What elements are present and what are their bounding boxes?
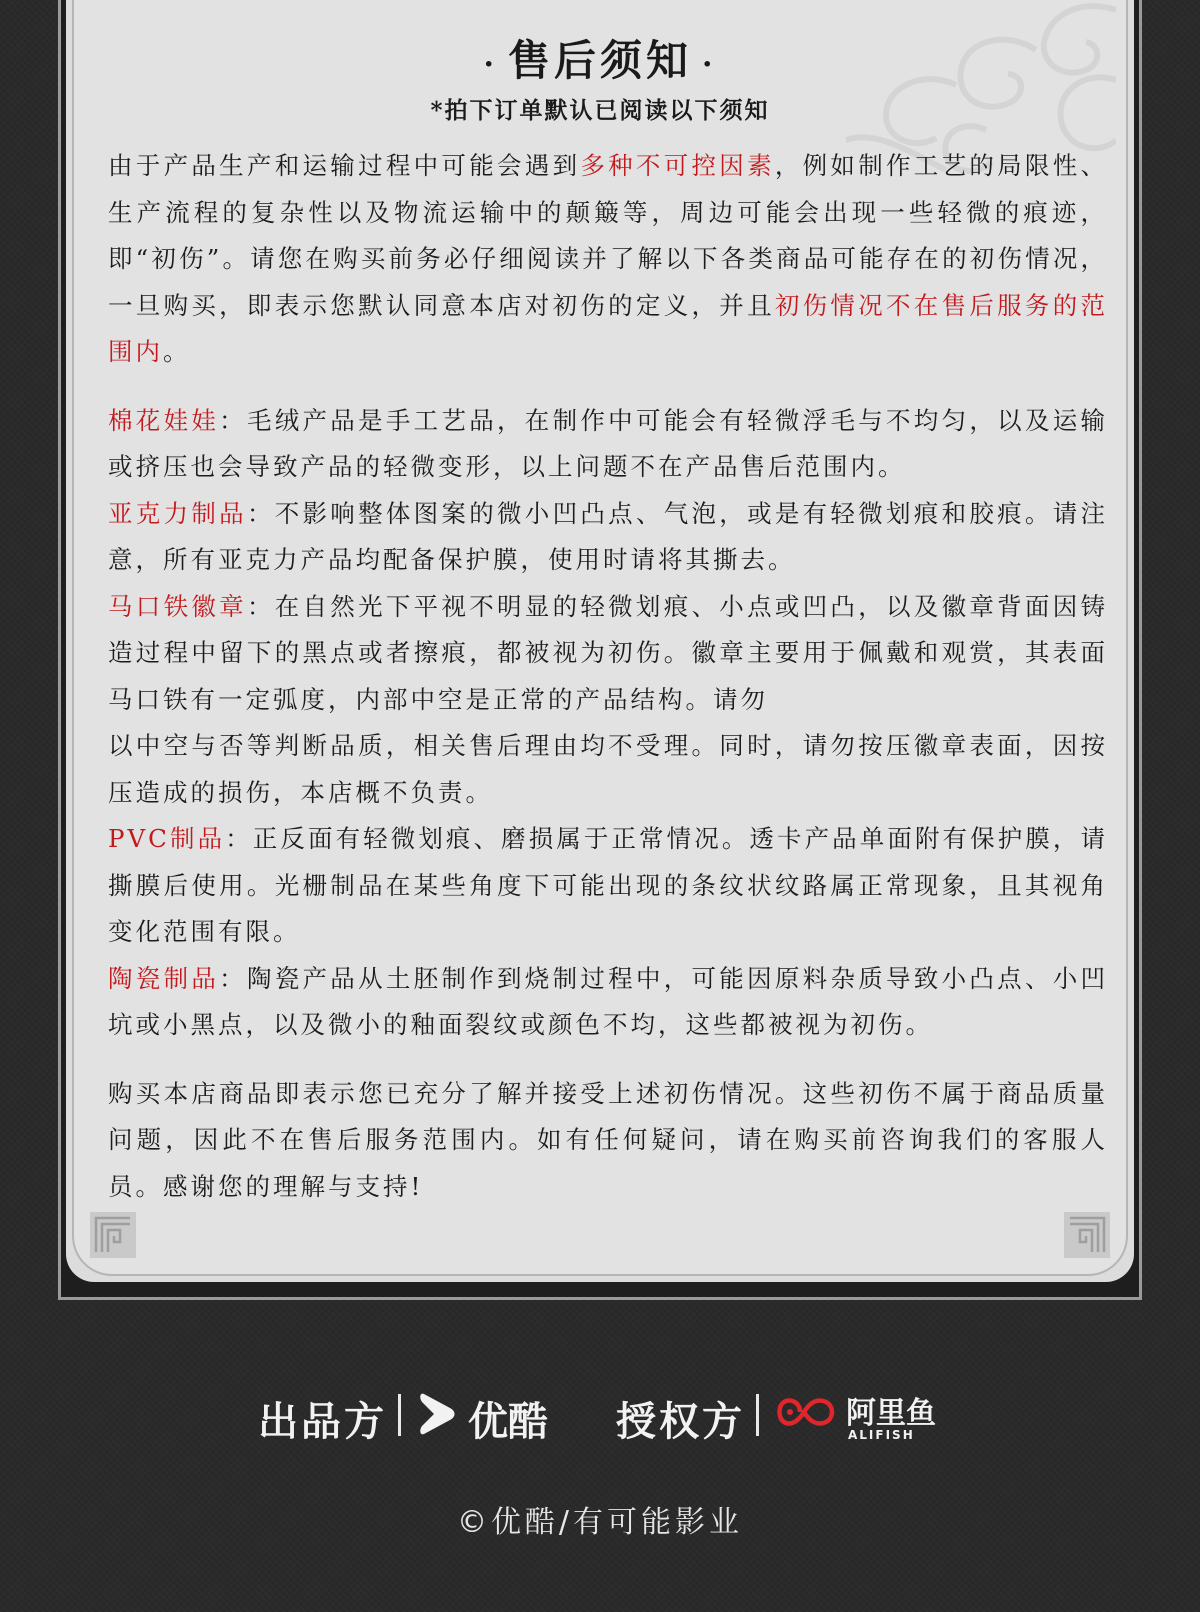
divider	[756, 1394, 759, 1436]
item-text: ：在自然光下平视不明显的轻微划痕、小点或凹凸，以及徽章背面因铸造过程中留下的黑点或者擦痕，都被视为初伤。徽章主要用于佩戴和观赏，其表面马口铁有一定弧度，内部中空是正常的产品结构。请勿	[108, 591, 1109, 714]
intro-text: 。	[163, 337, 191, 366]
item-label: PVC制品	[108, 824, 226, 853]
intro-text: ，例如制作工艺的局限性、生产流程的复杂性以及物流运输中的颠簸等，周边可能会出现一些轻微的痕迹，即“初伤”。请您在购买前务必仔细阅读并了解以下各类商品可能存在的初伤情况，一旦购买，即表示您默认同意本店对初伤的定义，并且	[108, 151, 1109, 320]
item-label: 棉花娃娃	[108, 405, 220, 435]
item-label: 亚克力制品	[108, 498, 247, 528]
closing-paragraph: 购买本店商品即表示您已充分了解并接受上述初伤情况。这些初伤不属于商品质量问题，因此不在售后服务范围内。如有任何疑问，请在购买前咨询我们的客服人员。感谢您的理解与支持!	[108, 1078, 1108, 1201]
item-acrylic	[108, 491, 1108, 584]
page-title	[0, 28, 1200, 88]
intro-paragraph	[108, 143, 1108, 376]
intro-text: 由于产品生产和运输过程中可能会遇到	[108, 151, 581, 180]
intro-highlight: 多种不可控因素	[580, 151, 775, 180]
page-subtitle: *拍下订单默认已阅读以下须知	[430, 97, 770, 124]
brand-row	[0, 1390, 1200, 1450]
alifish-logo-icon	[776, 1394, 836, 1430]
notice-body	[108, 143, 1108, 1210]
item-text: ：不影响整体图案的微小凹凸点、气泡，或是有轻微划痕和胶痕。请注意，所有亚克力产品均配备保护膜，使用时请将其撕去。	[108, 498, 1109, 574]
corner-ornament-icon	[1064, 1212, 1110, 1258]
producer-name: 优酷	[468, 1399, 548, 1445]
corner-ornament-icon	[90, 1212, 136, 1258]
licensor-name: 阿里鱼	[846, 1396, 936, 1431]
item-text: 以中空与否等判断品质，相关售后理由均不受理。同时，请勿按压徽章表面，因按压造成的损伤，本店概不负责。	[108, 731, 1108, 807]
divider	[398, 1394, 401, 1436]
title-dot-left: ·	[483, 46, 498, 82]
item-ceramic	[108, 956, 1108, 1049]
item-text: ：正反面有轻微划痕、磨损属于正常情况。透卡产品单面附有保护膜，请撕膜后使用。光栅制品在某些角度下可能出现的条纹状纹路属正常现象，且其视角变化范围有限。	[108, 824, 1108, 946]
page-title-text: 售后须知	[507, 36, 692, 85]
licensor-name-en: ALIFISH	[848, 1428, 915, 1442]
item-pvc	[108, 816, 1108, 956]
title-dot-right: ·	[702, 46, 717, 82]
item-cotton-doll	[108, 398, 1108, 491]
item-label: 马口铁徽章	[108, 591, 247, 621]
licensor-label: 授权方	[616, 1399, 745, 1445]
producer-label: 出品方	[258, 1399, 387, 1445]
item-tin-badge-cont	[108, 723, 1108, 816]
item-text: ：陶瓷产品从土胚制作到烧制过程中，可能因原料杂质导致小凸点、小凹坑或小黑点，以及微小的釉面裂纹或颜色不均，这些都被视为初伤。	[108, 963, 1109, 1039]
intro-highlight: 初伤情况不在售后服务的范围内	[108, 290, 1109, 366]
youku-logo-icon	[420, 1392, 462, 1436]
item-label: 陶瓷制品	[108, 963, 220, 993]
item-tin-badge	[108, 584, 1108, 724]
item-text: ：毛绒产品是手工艺品，在制作中可能会有轻微浮毛与不均匀，以及运输或挤压也会导致产品的轻微变形，以上问题不在产品售后范围内。	[108, 405, 1109, 481]
copyright: ©优酷/有可能影业	[456, 1505, 744, 1540]
